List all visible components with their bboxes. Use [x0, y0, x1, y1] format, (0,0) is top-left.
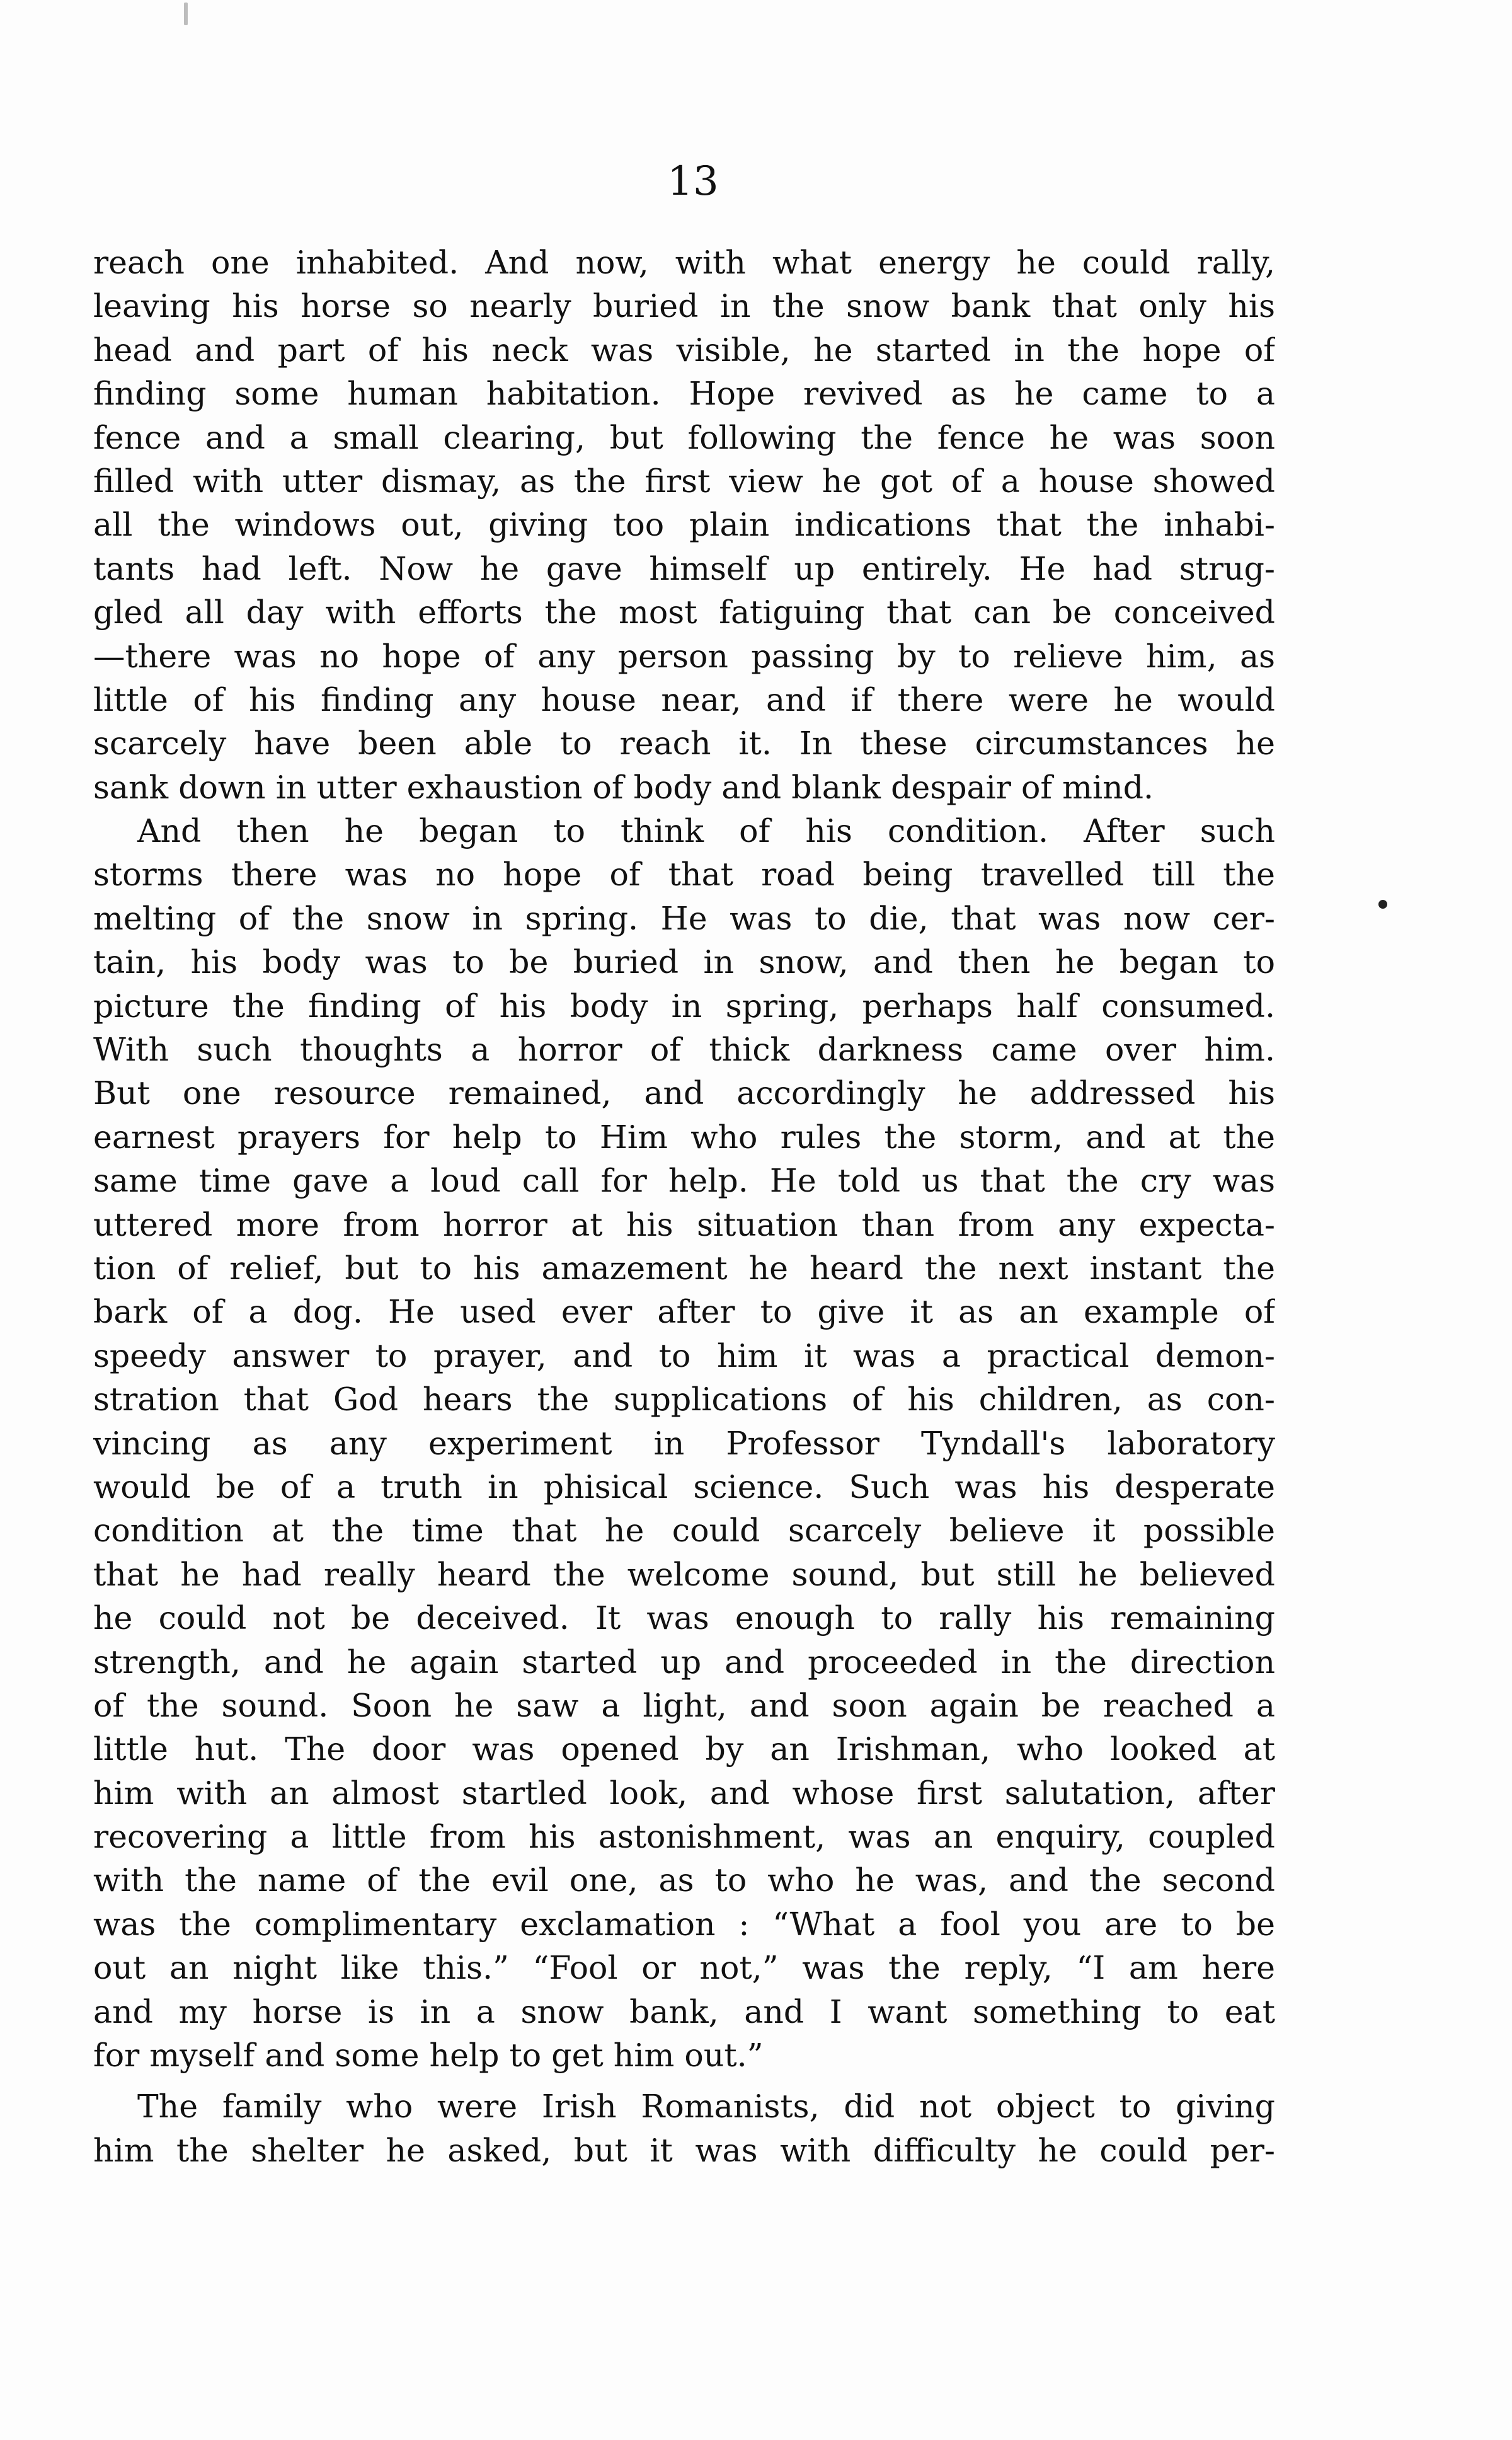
text-line: melting of the snow in spring. He was to die, that was now cer-: [93, 899, 1275, 937]
text-line: —there was no hope of any person passing by to relieve him, as: [93, 637, 1275, 675]
text-line: vincing as any experiment in Professor Tyndall's laboratory: [93, 1424, 1275, 1462]
text-line: same time gave a loud call for help. He told us that the cry was: [93, 1162, 1275, 1200]
text-line: recovering a little from his astonishment, was an enquiry, coupled: [93, 1818, 1275, 1856]
text-line: But one resource remained, and accordingly he addressed his: [93, 1074, 1275, 1112]
text-line: stration that God hears the supplications of his children, as con-: [93, 1381, 1275, 1419]
text-line: strength, and he again started up and proceeded in the direction: [93, 1643, 1275, 1681]
text-line: head and part of his neck was visible, he started in the hope of: [93, 331, 1275, 369]
text-line: picture the finding of his body in spring, perhaps half consumed.: [93, 987, 1275, 1025]
text-line: little of his finding any house near, and if there were he would: [93, 681, 1275, 718]
text-line: and my horse is in a snow bank, and I want something to eat: [93, 1993, 1275, 2030]
text-line: little hut. The door was opened by an Irishman, who looked at: [93, 1730, 1275, 1768]
text-line: him with an almost startled look, and whose first salutation, after: [93, 1774, 1275, 1812]
text-line: filled with utter dismay, as the first view he got of a house showed: [93, 462, 1275, 500]
text-line: reach one inhabited. And now, with what energy he could rally,: [93, 244, 1275, 281]
text-line: sank down in utter exhaustion of body and blank despair of mind.: [93, 768, 1154, 806]
text-line: storms there was no hope of that road being travelled till the: [93, 856, 1275, 894]
text-line: would be of a truth in phisical science. Such was his desperate: [93, 1468, 1275, 1505]
text-line: fence and a small clearing, but following the fence he was soon: [93, 418, 1275, 456]
text-line: leaving his horse so nearly buried in the snow bank that only his: [93, 287, 1275, 325]
text-line: that he had really heard the welcome sound, but still he believed: [93, 1555, 1275, 1593]
text-line: was the complimentary exclamation : “What a fool you are to be: [93, 1905, 1275, 1943]
text-line: tain, his body was to be buried in snow, and then he began to: [93, 943, 1275, 981]
text-line: of the sound. Soon he saw a light, and soon again be reached a: [93, 1686, 1275, 1724]
text-line: finding some human habitation. Hope revived as he came to a: [93, 375, 1275, 413]
body-text: [93, 241, 1275, 2172]
text-line: uttered more from horror at his situation than from any expecta-: [93, 1206, 1275, 1243]
text-line: with the name of the evil one, as to who he was, and the second: [93, 1862, 1275, 1899]
paragraph-start-line: And then he began to think of his condition. After such: [137, 812, 1275, 850]
text-line: all the windows out, giving too plain indications that the inhabi-: [93, 506, 1275, 544]
ink-speck: [1378, 900, 1387, 909]
text-line: him the shelter he asked, but it was with difficulty he could per-: [93, 2131, 1275, 2169]
page-number: 13: [667, 158, 719, 205]
text-line: for myself and some help to get him out.”: [93, 2037, 764, 2075]
ink-speck: [184, 3, 188, 25]
text-line: tants had left. Now he gave himself up entirely. He had strug-: [93, 550, 1275, 587]
text-line: he could not be deceived. It was enough to rally his remaining: [93, 1599, 1275, 1637]
text-line: tion of relief, but to his amazement he heard the next instant the: [93, 1249, 1275, 1287]
paragraph-start-line: The family who were Irish Romanists, did not object to giving: [137, 2088, 1275, 2126]
text-line: out an night like this.” “Fool or not,” was the reply, “I am here: [93, 1949, 1275, 1987]
text-line: condition at the time that he could scarcely believe it possible: [93, 1512, 1275, 1550]
text-line: With such thoughts a horror of thick darkness came over him.: [93, 1031, 1275, 1069]
text-line: scarcely have been able to reach it. In these circumstances he: [93, 725, 1275, 762]
text-line: earnest prayers for help to Him who rules the storm, and at the: [93, 1118, 1275, 1156]
text-line: gled all day with efforts the most fatiguing that can be conceived: [93, 594, 1275, 631]
text-line: bark of a dog. He used ever after to give it as an example of: [93, 1293, 1275, 1331]
text-line: speedy answer to prayer, and to him it was a practical demon-: [93, 1337, 1275, 1374]
